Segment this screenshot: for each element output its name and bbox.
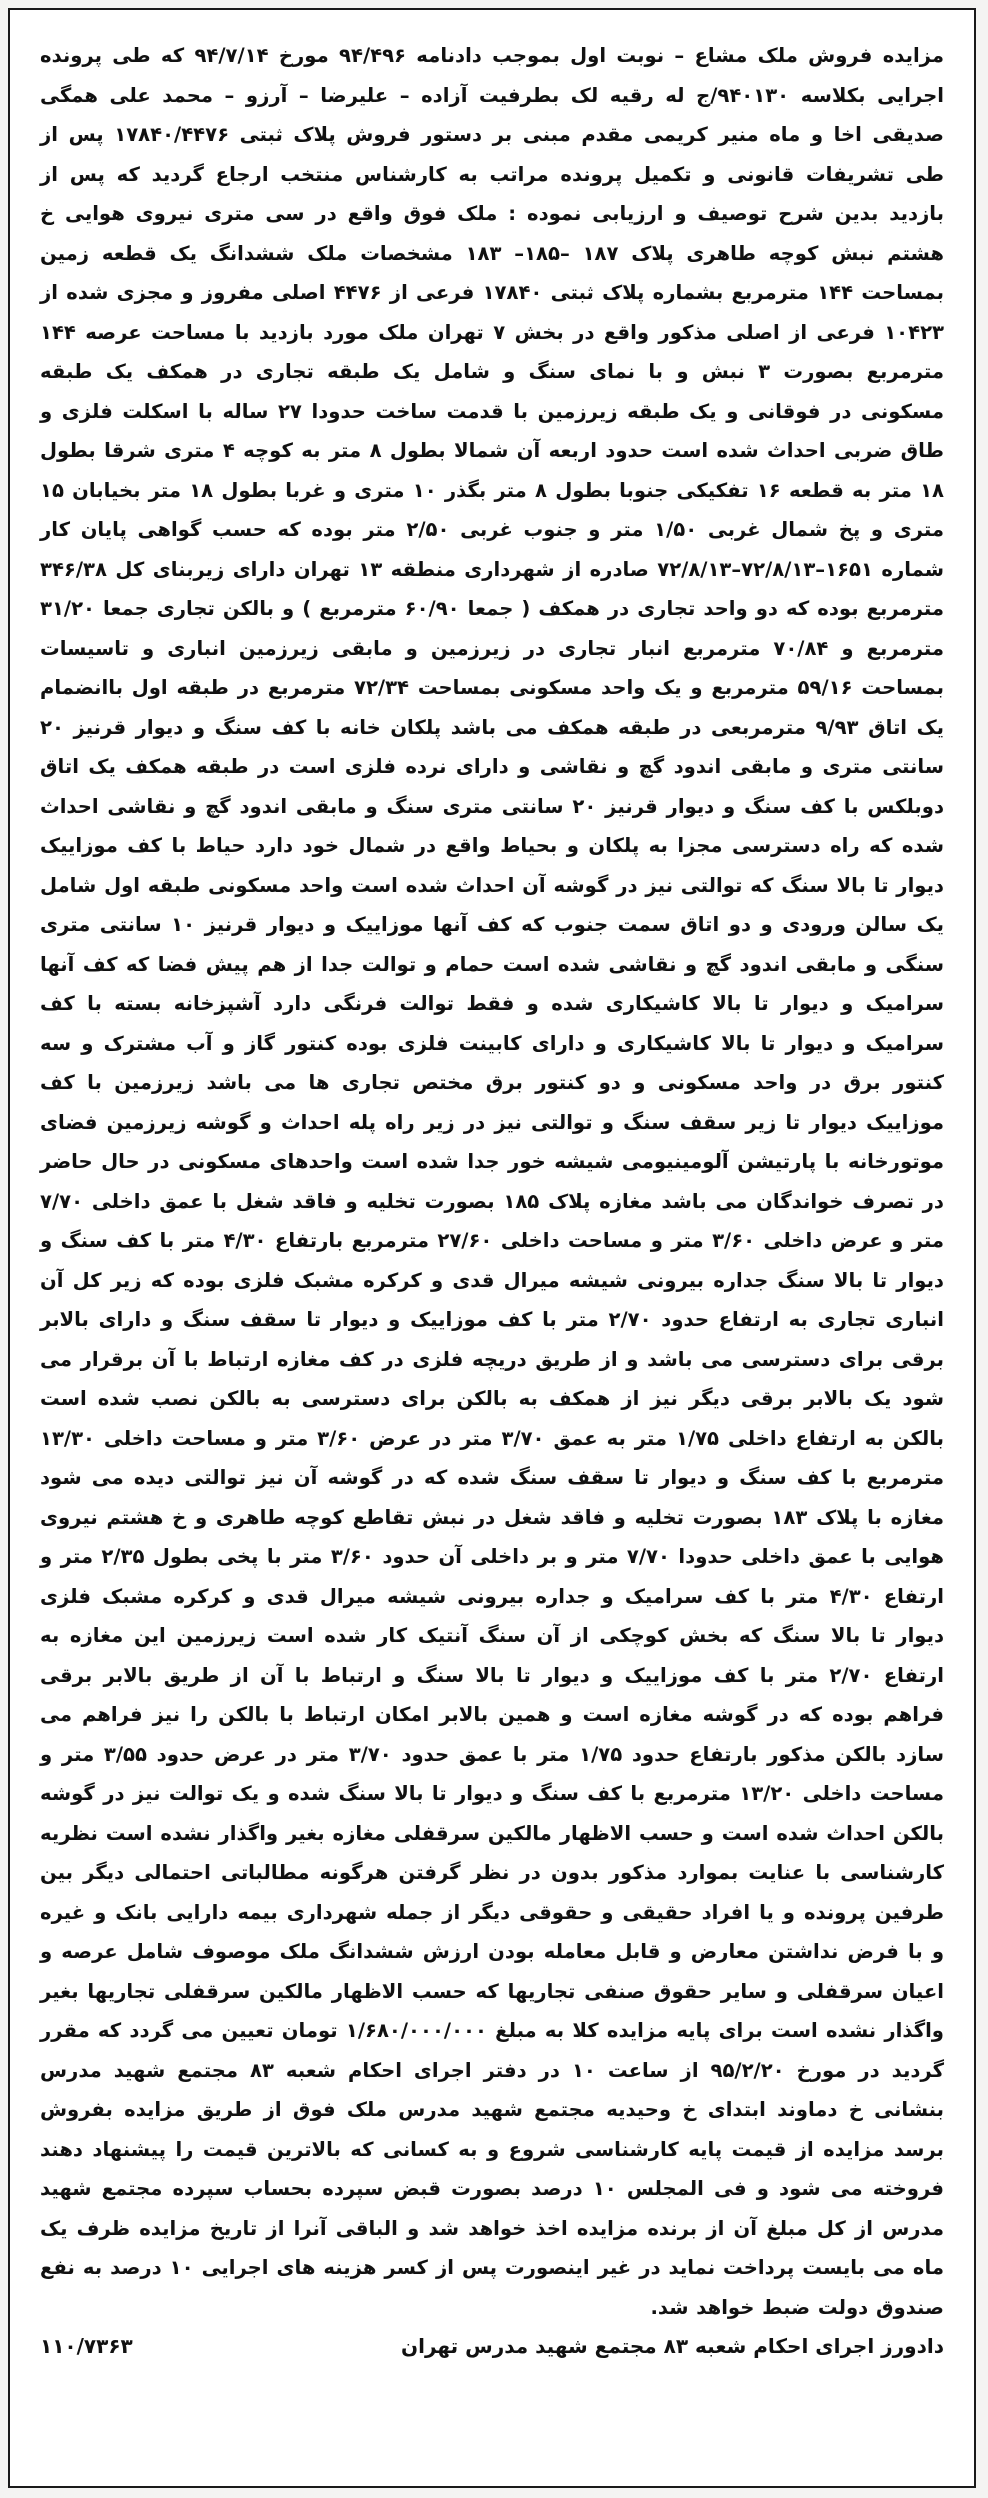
notice-issuer: دادورز اجرای احکام شعبه ۸۳ مجتمع شهید مدرس تهران [401,2334,944,2358]
notice-heading: مزایده فروش ملک مشاع – نوبت اول [570,44,944,67]
auction-notice [8,8,976,2488]
notice-paragraph: بموجب دادنامه ۹۴/۴۹۶ مورخ ۹۴/۷/۱۴ که طی پرونده اجرایی بکلاسه ۹۴۰۱۳۰/ج له رقیه لک بطرفیت آزاده – علیرضا – آرزو – محمد علی همگی صدیقی اخا و ماه منیر کریمی مقدم مبنی بر دستور فروش پلاک ثبتی ۱۷۸۴۰/۴۴۷۶ پس از طی تشریفات قانونی و تکمیل پرونده مراتب به کارشناس منتخب ارجاع گردید که پس از بازدید بدین شرح توصیف و ارزیابی نموده : ملک فوق واقع در سی متری نیروی هوایی خ هشتم نبش کوچه طاهری پلاک ۱۸۷ –۱۸۵– ۱۸۳ مشخصات ملک ششدانگ یک قطعه زمین بمساحت ۱۴۴ مترمربع بشماره پلاک ثبتی ۱۷۸۴۰ فرعی از ۴۴۷۶ اصلی مفروز و مجزی شده از ۱۰۴۲۳ فرعی از اصلی مذکور واقع در بخش ۷ تهران ملک مورد بازدید با مساحت عرصه ۱۴۴ مترمربع بصورت ۳ نبش و با نمای سنگ و شامل یک طبقه تجاری در همکف یک طبقه مسکونی در فوقانی و یک طبقه زیرزمین با قدمت ساخت حدودا ۲۷ ساله با اسکلت فلزی و طاق ضربی احداث شده است حدود اربعه آن شمالا بطول ۸ متر به کوچه ۴ متری شرقا بطول ۱۸ متر به قطعه ۱۶ تفکیکی جنوبا بطول ۸ متر بگذر ۱۰ متری و غربا بطول ۱۸ متر بخیابان ۱۵ متری و پخ شمال غربی ۱/۵۰ متر و جنوب غربی ۲/۵۰ متر بوده که حسب گواهی پایان کار شماره ۱۶۵۱–۷۲/۸/۱۳–۷۲/۸/۱۳ صادره از شهرداری منطقه ۱۳ تهران دارای زیربنای کل ۳۴۶/۳۸ مترمربع بوده که دو واحد تجاری در همکف ( جمعا ۶۰/۹۰ مترمربع ) و بالکن تجاری جمعا ۳۱/۲۰ مترمربع و ۷۰/۸۴ مترمربع انبار تجاری در زیرزمین و مابقی زیرزمین انباری و تاسیسات بمساحت ۵۹/۱۶ مترمربع و یک واحد مسکونی بمساحت ۷۲/۳۴ مترمربع در طبقه اول باانضمام یک اتاق ۹/۹۳ مترمربعی در طبقه همکف می باشد پلکان خانه با کف سنگ و دیوار قرنیز ۲۰ سانتی متری و مابقی اندود گچ و نقاشی و دارای نرده فلزی است در طبقه همکف یک اتاق دوبلکس با کف سنگ و دیوار قرنیز ۲۰ سانتی متری سنگ و مابقی اندود گچ و نقاشی احداث شده که راه دسترسی مجزا به پلکان و بحیاط واقع در شمال خود دارد حیاط با کف موزاییک دیوار تا بالا سنگ که توالتی نیز در گوشه آن احداث شده است واحد مسکونی طبقه اول شامل یک سالن ورودی و دو اتاق سمت جنوب که کف آنها موزاییک و دیوار قرنیز ۱۰ سانتی متری سنگی و مابقی اندود گچ و نقاشی شده است حمام و توالت جدا از هم پیش فضا که کف آنها سرامیک و دیوار تا بالا کاشیکاری شده و فقط توالت فرنگی دارد آشپزخانه بسته با کف سرامیک و دیوار تا بالا کاشیکاری و دارای کابینت فلزی بوده کنتور گاز و آب مشترک و سه کنتور برق در واحد مسکونی و دو کنتور برق مختص تجاری ها می باشد زیرزمین با کف موزاییک دیوار تا زیر سقف سنگ و توالتی نیز در زیر راه پله احداث و گوشه زیرزمین فضای موتورخانه با پارتیشن آلومینیومی شیشه خور جدا شده است واحدهای مسکونی در حال حاضر در تصرف خواندگان می باشد مغازه پلاک ۱۸۵ بصورت تخلیه و فاقد شغل با عمق داخلی ۷/۷۰ متر و عرض داخلی ۳/۶۰ متر و مساحت داخلی ۲۷/۶۰ مترمربع بارتفاع ۴/۳۰ متر با کف سنگ و دیوار تا بالا سنگ جداره بیرونی شیشه میرال قدی و کرکره مشبک فلزی بوده که زیر کل آن انباری تجاری به ارتفاع حدود ۲/۷۰ متر با کف موزاییک و دیوار تا سقف سنگ و دارای بالابر برقی برای دسترسی می باشد و از طریق دریچه فلزی در کف مغازه ارتباط با آن برقرار می شود یک بالابر برقی دیگر نیز از همکف به بالکن برای دسترسی به بالکن نصب شده است بالکن به ارتفاع داخلی ۱/۷۵ متر به عمق ۳/۷۰ متر در عرض ۳/۶۰ متر و مساحت داخلی ۱۳/۳۰ مترمربع با کف سنگ و دیوار تا سقف سنگ شده که در گوشه آن نیز توالتی دیده می شود مغازه با پلاک ۱۸۳ بصورت تخلیه و فاقد شغل در نبش تقاطع کوچه طاهری و خ هشتم نیروی هوایی با عمق داخلی حدودا ۷/۷۰ متر و بر داخلی آن حدود ۳/۶۰ متر با پخی بطول ۲/۳۵ متر و ارتفاع ۴/۳۰ متر با کف سرامیک و جداره بیرونی شیشه میرال قدی و کرکره مشبک فلزی دیوار تا بالا سنگ که بخش کوچکی از آن سنگ آنتیک کار شده است زیرزمین این مغازه به ارتفاع ۲/۷۰ متر با کف موزاییک و دیوار تا بالا سنگ و ارتباط با آن از طریق بالابر برقی فراهم بوده که در گوشه مغازه است و همین بالابر امکان ارتباط با بالکن را نیز فراهم می سازد بالکن مذکور بارتفاع حدود ۱/۷۵ متر با عمق حدود ۳/۷۰ متر در عرض حدود ۳/۵۵ متر و مساحت داخلی ۱۳/۲۰ مترمربع با کف سنگ و دیوار تا بالا سنگ شده و یک توالت نیز در گوشه بالکن احداث شده است و حسب الاظهار مالکین سرقفلی مغازه بغیر واگذار نشده است نظریه کارشناسی با عنایت بموارد مذکور بدون در نظر گرفتن هرگونه مطالباتی احتمالی دیگر بین طرفین پرونده و یا افراد حقیقی و حقوقی دیگر از جمله شهرداری بیمه دارایی بانک و غیره و با فرض نداشتن معارض و قابل معامله بودن ارزش ششدانگ ملک موصوف شامل عرصه و اعیان سرقفلی و سایر حقوق صنفی تجاریها که حسب الاظهار مالکین سرقفلی تجاریها بغیر واگذار نشده است برای پایه مزایده کلا به مبلغ ۱/۶۸۰/۰۰۰/۰۰۰ تومان تعیین می گردد که مقرر گردید در مورخ ۹۵/۲/۲۰ از ساعت ۱۰ در دفتر اجرای احکام شعبه ۸۳ مجتمع شهید مدرس بنشانی خ دماوند ابتدای خ وحیدیه مجتمع شهید مدرس ملک فوق از طریق مزایده بفروش برسد مزایده از قیمت پایه کارشناسی شروع و به کسانی که بالاترین قیمت را پیشنهاد دهند فروخته می شود و فی المجلس ۱۰ درصد بصورت قبض سپرده بحساب سپرده مجتمع شهید مدرس از کل مبلغ آن از برنده مزایده اخذ خواهد شد و الباقی آنرا از تاریخ مزایده ظرف یک ماه می بایست پرداخت نماید در غیر اینصورت پس از کسر هزینه های اجرایی ۱۰ درصد به نفع صندوق دولت ضبط خواهد شد. [40,44,945,2319]
notice-body [40,36,944,2327]
notice-code: ۱۱۰/۷۳۶۳ [40,2334,133,2358]
notice-footer [40,2329,944,2363]
